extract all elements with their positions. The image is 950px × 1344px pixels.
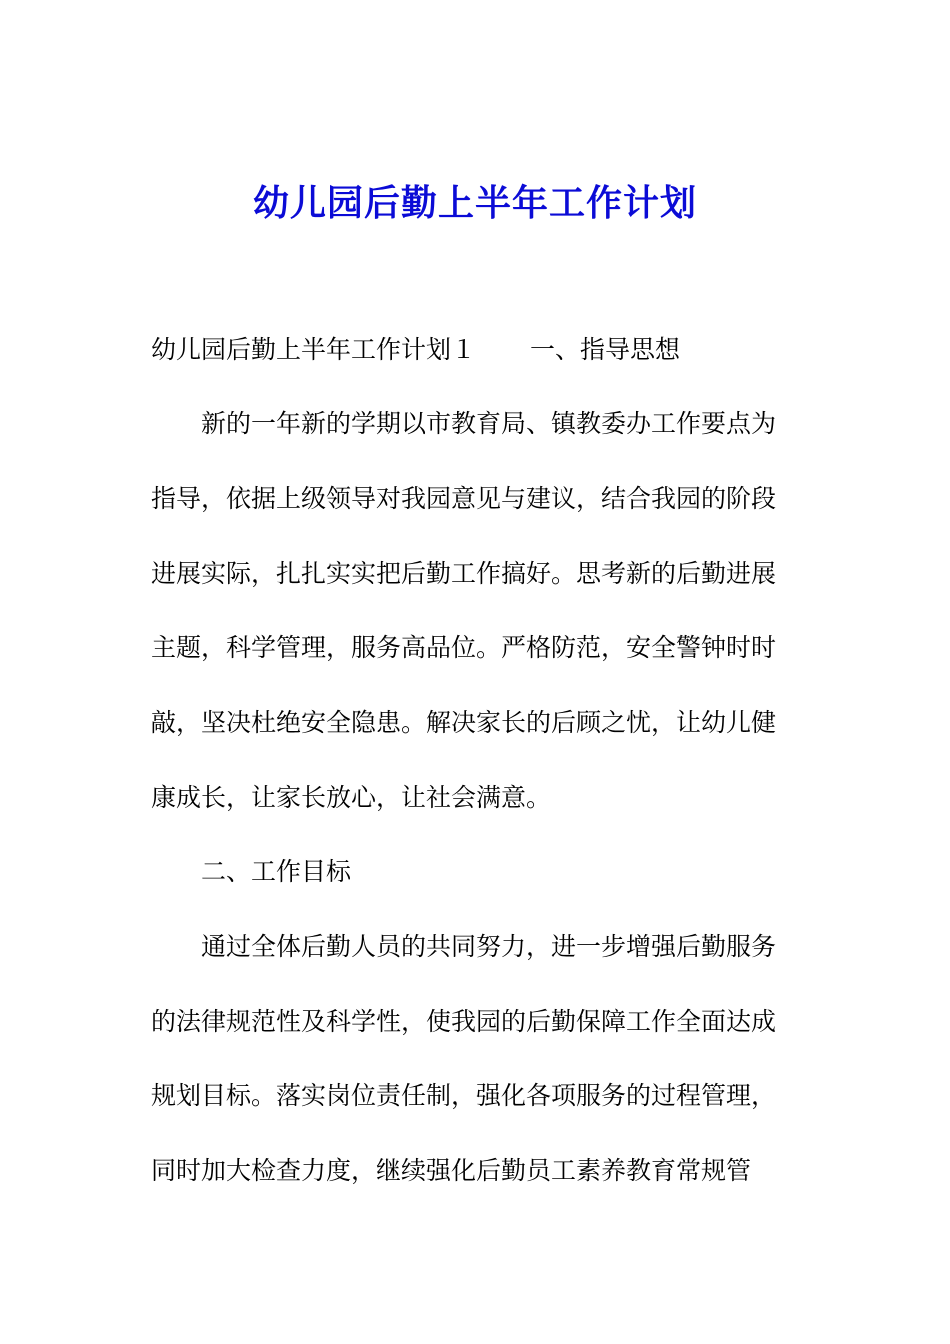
paragraph-line: 通过全体后勤人员的共同努力，进一步增强后勤服务 <box>201 932 777 961</box>
paragraph-line: 康成长，让家长放心，让社会满意。 <box>151 783 552 812</box>
paragraph-line: 的法律规范性及科学性，使我园的后勤保障工作全面达成 <box>151 1007 777 1036</box>
paragraph-line: 新的一年新的学期以市教育局、镇教委办工作要点为 <box>201 409 777 438</box>
paragraph-line: 主题，科学管理，服务高品位。严格防范，安全警钟时时 <box>151 633 777 662</box>
section-heading-guiding-thought: 一、指导思想 <box>530 335 681 364</box>
paragraph-line: 同时加大检查力度，继续强化后勤员工素养教育常规管 <box>151 1156 752 1185</box>
paragraph-line: 指导，依据上级领导对我园意见与建议，结合我园的阶段 <box>151 484 777 513</box>
paragraph-line: 敲，坚决杜绝安全隐患。解决家长的后顾之忧，让幼儿健 <box>151 708 777 737</box>
paragraph-line: 规划目标。落实岗位责任制，强化各项服务的过程管理， <box>151 1081 777 1110</box>
document-title: 幼儿园后勤上半年工作计划 <box>252 182 697 224</box>
plan-subtitle: 幼儿园后勤上半年工作计划１ <box>151 335 477 364</box>
section-heading-work-goals: 二、工作目标 <box>201 857 352 886</box>
body-line-heading <box>151 332 801 368</box>
paragraph-line: 进展实际，扎扎实实把后勤工作搞好。思考新的后勤进展 <box>151 559 777 588</box>
